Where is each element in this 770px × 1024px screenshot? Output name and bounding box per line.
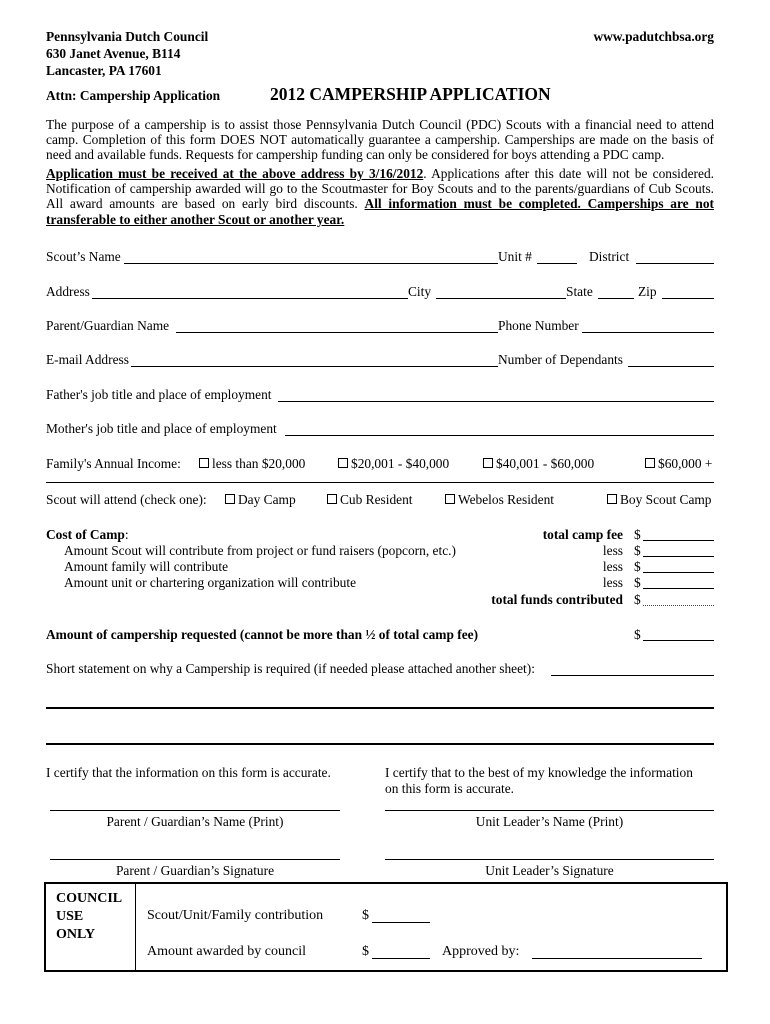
checkbox-icon[interactable] [445, 494, 455, 504]
income-label: Family's Annual Income: [46, 456, 181, 471]
approved-by-field[interactable] [532, 958, 702, 959]
page-title: 2012 CAMPERSHIP APPLICATION [270, 84, 551, 104]
income-option-label: $20,001 - $40,000 [351, 456, 450, 471]
email-field[interactable] [131, 366, 498, 367]
completion-notice: All information must be completed. Camperships are not transferable to either another Scout or another year. [46, 196, 714, 227]
email-label: E-mail Address [46, 352, 129, 367]
deadline-rest: . Applications after this date will not be considered. Notification of campership awarded will go to the Scoutmaster for Boy Scouts and to the parents/guardians of Cub Scouts. All award amounts are based on early bird discounts. [46, 166, 714, 212]
approved-by-label: Approved by: [442, 944, 520, 959]
deadline-paragraph [46, 166, 714, 227]
address-field[interactable] [92, 298, 408, 299]
leader-certify-text-line2: on this form is accurate. [385, 781, 515, 796]
org-name: Pennsylvania Dutch Council [46, 29, 209, 44]
income-option-3[interactable] [483, 456, 594, 472]
leader-name-print-field[interactable] [385, 810, 714, 811]
unit-label: Unit # [498, 249, 532, 264]
deadline-text: Application must be received at the above address by 3/16/2012 [46, 166, 424, 181]
unit-contribution-field[interactable] [643, 588, 714, 589]
dependants-label: Number of Dependants [498, 352, 623, 367]
section-divider [46, 482, 714, 483]
less-label-2: less [602, 559, 623, 574]
income-option-label: less than $20,000 [212, 456, 306, 471]
attend-option-webelos-resident[interactable] [445, 492, 554, 508]
attend-option-day-camp[interactable] [225, 492, 296, 508]
statement-line-3[interactable] [46, 743, 714, 745]
attn-line: Attn: Campership Application [46, 88, 221, 103]
parent-name-label: Parent/Guardian Name [46, 318, 170, 333]
father-job-label: Father's job title and place of employment [46, 387, 272, 402]
leader-name-print-label: Unit Leader’s Name (Print) [475, 814, 624, 829]
checkbox-icon[interactable] [225, 494, 235, 504]
phone-field[interactable] [582, 332, 714, 333]
total-camp-fee-label: total camp fee [542, 527, 623, 542]
less-label-1: less [602, 543, 623, 558]
parent-certify-text: I certify that the information on this form is accurate. [46, 765, 331, 780]
website: www.padutchbsa.org [593, 29, 714, 44]
parent-name-print-label: Parent / Guardian’s Name (Print) [106, 814, 284, 829]
zip-label: Zip [638, 284, 657, 299]
leader-signature-field[interactable] [385, 859, 714, 860]
income-option-4[interactable] [645, 456, 712, 472]
cost-heading [46, 527, 129, 543]
scout-name-label: Scout’s Name [46, 249, 121, 264]
cost-heading-text: Cost of Camp [46, 527, 125, 542]
cost-line-unit: Amount unit or chartering organization will contribute [64, 575, 357, 590]
income-option-label: $40,001 - $60,000 [496, 456, 595, 471]
parent-name-field[interactable] [176, 332, 498, 333]
less-label-3: less [602, 575, 623, 590]
checkbox-icon[interactable] [327, 494, 337, 504]
state-field[interactable] [598, 298, 634, 299]
council-box-divider [135, 884, 136, 970]
dollar-sign: $ [634, 559, 641, 574]
council-awarded-field[interactable] [372, 958, 430, 959]
dollar-sign: $ [634, 543, 641, 558]
cost-heading-colon: : [124, 527, 129, 542]
campership-requested-label: Amount of campership requested (cannot be more than ½ of total camp fee) [46, 627, 479, 642]
campership-requested-field[interactable] [643, 640, 714, 641]
intro-paragraph: The purpose of a campership is to assist those Pennsylvania Dutch Council (PDC) Scouts with a financial need to attend camp. Completion of this form DOES NOT automatically guarantee a campership. Camperships are made on the basis of need and available funds. Requests for campership funding can only be considered for boys attending a PDC camp. [46, 117, 714, 163]
org-address-line2: Lancaster, PA 17601 [46, 63, 162, 78]
council-use-label [56, 890, 122, 944]
leader-signature-label: Unit Leader’s Signature [485, 863, 614, 878]
parent-signature-field[interactable] [50, 859, 340, 860]
cost-line-family: Amount family will contribute [64, 559, 229, 574]
council-label-line: USE [56, 909, 84, 924]
attend-label: Scout will attend (check one): [46, 492, 207, 507]
mother-job-label: Mother's job title and place of employment [46, 421, 277, 436]
leader-certify-text-line1: I certify that to the best of my knowledge the information [385, 765, 693, 780]
checkbox-icon[interactable] [645, 458, 655, 468]
total-camp-fee-field[interactable] [643, 540, 714, 541]
attend-option-cub-resident[interactable] [327, 492, 413, 508]
checkbox-icon[interactable] [338, 458, 348, 468]
attend-option-boy-scout-camp[interactable] [607, 492, 712, 508]
cost-line-scout: Amount Scout will contribute from project or fund raisers (popcorn, etc.) [64, 543, 456, 558]
statement-line-2[interactable] [46, 707, 714, 709]
father-job-field[interactable] [278, 401, 714, 402]
attend-option-label: Day Camp [238, 492, 296, 507]
income-option-1[interactable] [199, 456, 305, 472]
council-awarded-label: Amount awarded by council [147, 944, 307, 959]
address-label: Address [46, 284, 90, 299]
parent-signature-label: Parent / Guardian’s Signature [115, 863, 275, 878]
scout-name-field[interactable] [124, 263, 498, 264]
parent-name-print-field[interactable] [50, 810, 340, 811]
council-label-line: COUNCIL [56, 891, 123, 906]
city-label: City [408, 284, 432, 299]
org-address-line1: 630 Janet Avenue, B114 [46, 46, 181, 61]
checkbox-icon[interactable] [199, 458, 209, 468]
dollar-sign: $ [634, 627, 641, 642]
mother-job-field[interactable] [285, 435, 714, 436]
district-label: District [589, 249, 630, 264]
dollar-sign: $ [634, 575, 641, 590]
council-contribution-label: Scout/Unit/Family contribution [147, 908, 324, 923]
dollar-sign: $ [634, 592, 641, 607]
city-field[interactable] [436, 298, 566, 299]
checkbox-icon[interactable] [483, 458, 493, 468]
dollar-sign: $ [362, 908, 369, 923]
statement-label: Short statement on why a Campership is required (if needed please attached another sheet): [46, 661, 535, 676]
state-label: State [566, 284, 593, 299]
total-funds-field[interactable] [643, 605, 714, 606]
checkbox-icon[interactable] [607, 494, 617, 504]
income-option-label: $60,000 + [658, 456, 713, 471]
attend-option-label: Webelos Resident [458, 492, 554, 507]
council-contribution-field[interactable] [372, 922, 430, 923]
dollar-sign: $ [634, 527, 641, 542]
zip-field[interactable] [662, 298, 714, 299]
family-contribution-field[interactable] [643, 572, 714, 573]
income-option-2[interactable] [338, 456, 449, 472]
council-label-line: ONLY [56, 927, 96, 942]
attend-option-label: Boy Scout Camp [620, 492, 712, 507]
scout-contribution-field[interactable] [643, 556, 714, 557]
statement-field[interactable] [551, 675, 714, 676]
dependants-field[interactable] [628, 366, 714, 367]
phone-label: Phone Number [498, 318, 579, 333]
district-field[interactable] [636, 263, 714, 264]
total-funds-label: total funds contributed [491, 592, 623, 607]
attend-option-label: Cub Resident [340, 492, 413, 507]
dollar-sign: $ [362, 944, 369, 959]
unit-field[interactable] [537, 263, 577, 264]
